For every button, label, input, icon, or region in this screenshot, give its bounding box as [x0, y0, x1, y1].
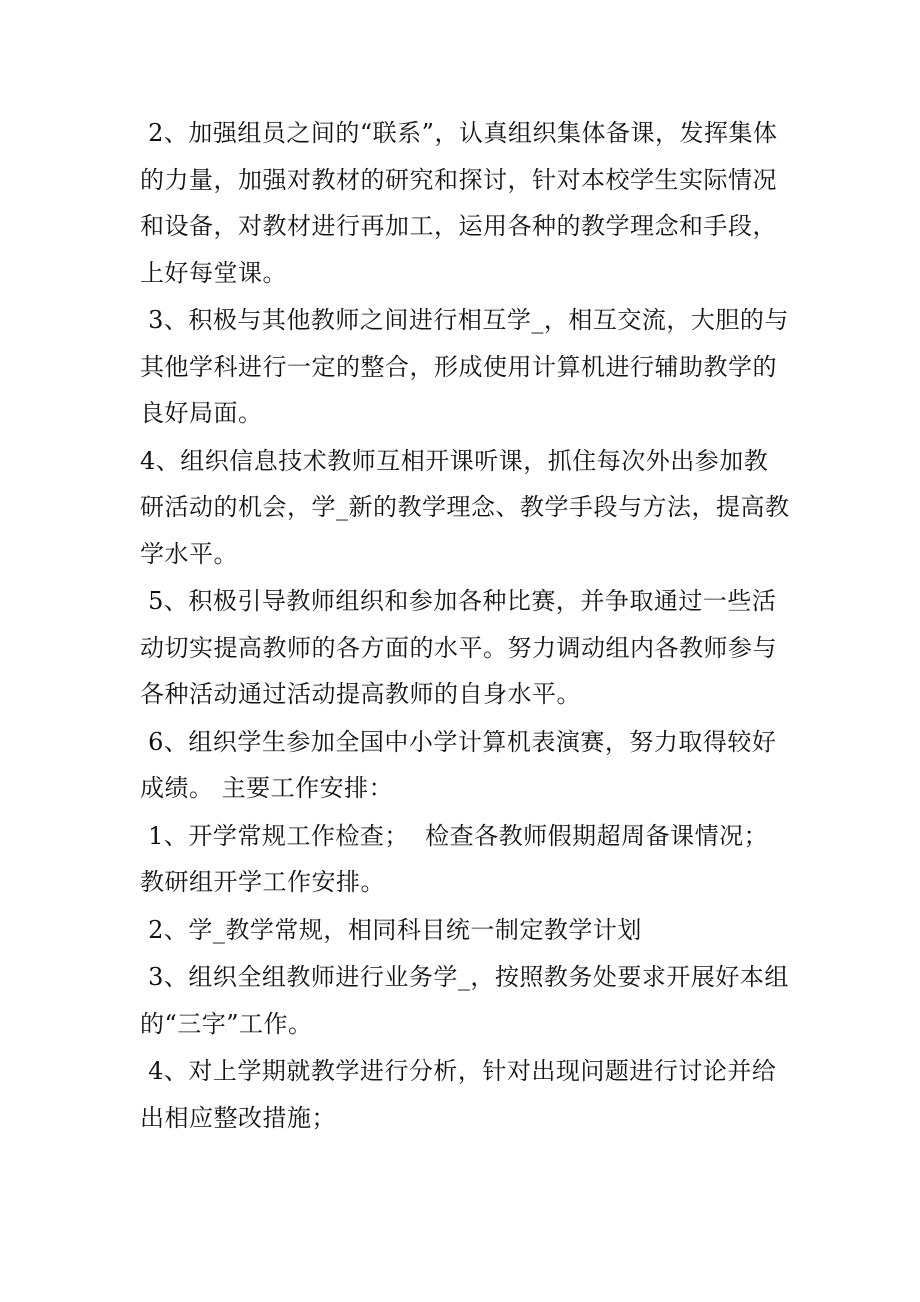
schedule-item-4: 4、对上学期就教学进行分析，针对出现问题进行讨论并给出相应整改措施；: [140, 1057, 777, 1132]
schedule-item-3: 3、组织全组教师进行业务学_，按照教务处要求开展好本组的“三字”工作。: [140, 963, 789, 1038]
paragraph-item-2: 2、加强组员之间的“联系”，认真组织集体备课，发挥集体的力量，加强对教材的研究和探讨，针对本校学生实际情况和设备，对教材进行再加工，运用各种的教学理念和手段，上好每堂课。: [140, 119, 778, 287]
paragraph-item-5: 5、积极引导教师组织和参加各种比赛，并争取通过一些活动切实提高教师的各方面的水平。努力调动组内各教师参与各种活动通过活动提高教师的自身水平。: [140, 587, 777, 708]
paragraph-item-6: 6、组织学生参加全国中小学计算机表演赛，努力取得较好成绩。 主要工作安排：: [140, 727, 777, 802]
schedule-item-1: 1、开学常规工作检查； 检查各教师假期超周备课情况；教研组开学工作安排。: [140, 821, 769, 896]
schedule-item-2: 2、学_教学常规，相同科目统一制定教学计划: [140, 915, 642, 944]
paragraph-item-3: 3、积极与其他教师之间进行相互学_，相互交流，大胆的与其他学科进行一定的整合，形成使用计算机进行辅助教学的良好局面。: [140, 306, 789, 427]
document-body: [140, 110, 790, 1142]
paragraph-item-4: 4、组织信息技术教师互相开课听课，抓住每次外出参加教研活动的机会，学_新的教学理念、教学手段与方法，提高教学水平。: [140, 446, 790, 568]
